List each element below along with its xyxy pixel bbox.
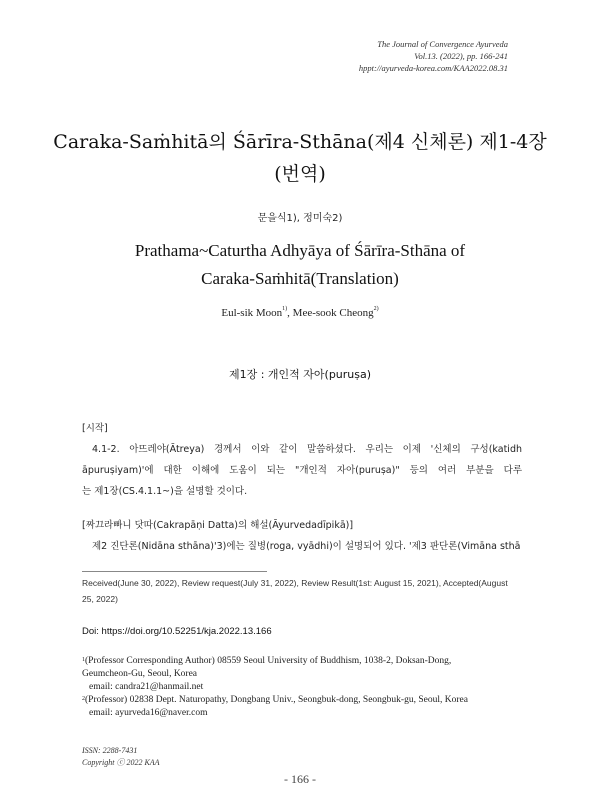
affiliation-2-mark: 2: [82, 696, 85, 702]
paragraph-1-line-2: āpuruṣiyam)'에 대한 이해에 도움이 되는 "개인적 자아(puruṣa)" 등의 여러 부분을 다루: [82, 465, 522, 476]
english-title: [0, 238, 600, 292]
issn: ISSN: 2288-7431: [82, 746, 138, 755]
journal-name: The Journal of Convergence Ayurveda: [377, 39, 508, 49]
affiliation-1-line-1: $^1$(Professor Corresponding Author) 08559 Seoul University of Buddhism, 1038-2, Doksan-Dong,: [82, 656, 452, 666]
korean-title-line1: Caraka-Saṁhitā의 Śārīra-Sthāna(제4 신체론) 제1-4장: [53, 131, 547, 153]
commentary-heading: [짜끄라빠니 닷따(Cakrapāṇi Datta)의 해설(Āyurvedadīpikā)]: [82, 520, 354, 531]
received-line-1: Received(June 30, 2022), Review request(July 31, 2022), Review Result(1st: August 15, 2021), Accepted(August: [82, 578, 508, 588]
journal-url: hppt://ayurveda-korea.com/KAA2022.08.31: [358, 63, 508, 73]
author-1-mark: 1): [282, 306, 288, 312]
korean-title-line2: (번역): [274, 163, 326, 185]
author-2: Mee-sook Cheong: [292, 307, 374, 319]
author-2-mark: 2): [373, 306, 379, 312]
paragraph-2-line-1: 제2 진단론(Nidāna sthāna)'3)에는 질병(roga, vyādhi)이 설명되어 있다. '제3 판단론(Vimāna sthā: [92, 541, 521, 552]
korean-authors: 문을식1), 정미숙2): [257, 213, 343, 224]
journal-header: [359, 38, 508, 74]
body-text: [82, 418, 522, 502]
author-1: Eul-sik Moon: [221, 307, 283, 319]
english-authors: [0, 307, 600, 319]
doi-link[interactable]: Doi: https://doi.org/10.52251/kja.2022.13.166: [82, 626, 272, 637]
korean-title: [0, 129, 600, 187]
section-start-label: [시작]: [82, 423, 108, 434]
affiliation-1-line-2: Geumcheon-Gu, Seoul, Korea: [82, 669, 198, 679]
chapter-heading: 제1장 : 개인적 자아(puruṣa): [228, 368, 372, 381]
affiliations: [82, 655, 522, 720]
affiliation-2-email[interactable]: email: ayurveda16@naver.com: [89, 708, 208, 718]
received-dates: [82, 575, 522, 607]
copyright: Copyright ⓒ 2022 KAA: [82, 758, 160, 767]
page-footer: [82, 745, 160, 769]
paragraph-1-line-1: 4.1-2. 아뜨레야(Ātreya) 경께서 이와 같이 말씀하셨다. 우리는 이제 '신체의 구성(katidh: [92, 444, 522, 455]
footnote-divider: [82, 571, 267, 572]
affiliation-1-email[interactable]: email: candra21@hanmail.net: [89, 682, 204, 692]
english-title-line1: Prathama~Caturtha Adhyāya of Śārīra-Sthāna of: [134, 241, 466, 260]
commentary-section: [82, 515, 522, 557]
journal-volume: Vol.13. (2022), pp. 166-241: [414, 51, 508, 61]
received-line-2: 25, 2022): [82, 594, 118, 604]
affiliation-1-mark: 1: [82, 657, 85, 663]
author-separator: ,: [287, 307, 293, 319]
english-title-line2: Caraka-Saṁhitā(Translation): [201, 269, 399, 288]
affiliation-2-line-1: $^2$(Professor) 02838 Dept. Naturopathy, Dongbang Univ., Seongbuk-dong, Seongbuk-gu, Seoul, Korea: [82, 695, 468, 705]
page-number: - 166 -: [284, 772, 316, 786]
paragraph-1-line-3: 는 제1장(CS.4.1.1~)을 설명할 것이다.: [82, 486, 248, 497]
